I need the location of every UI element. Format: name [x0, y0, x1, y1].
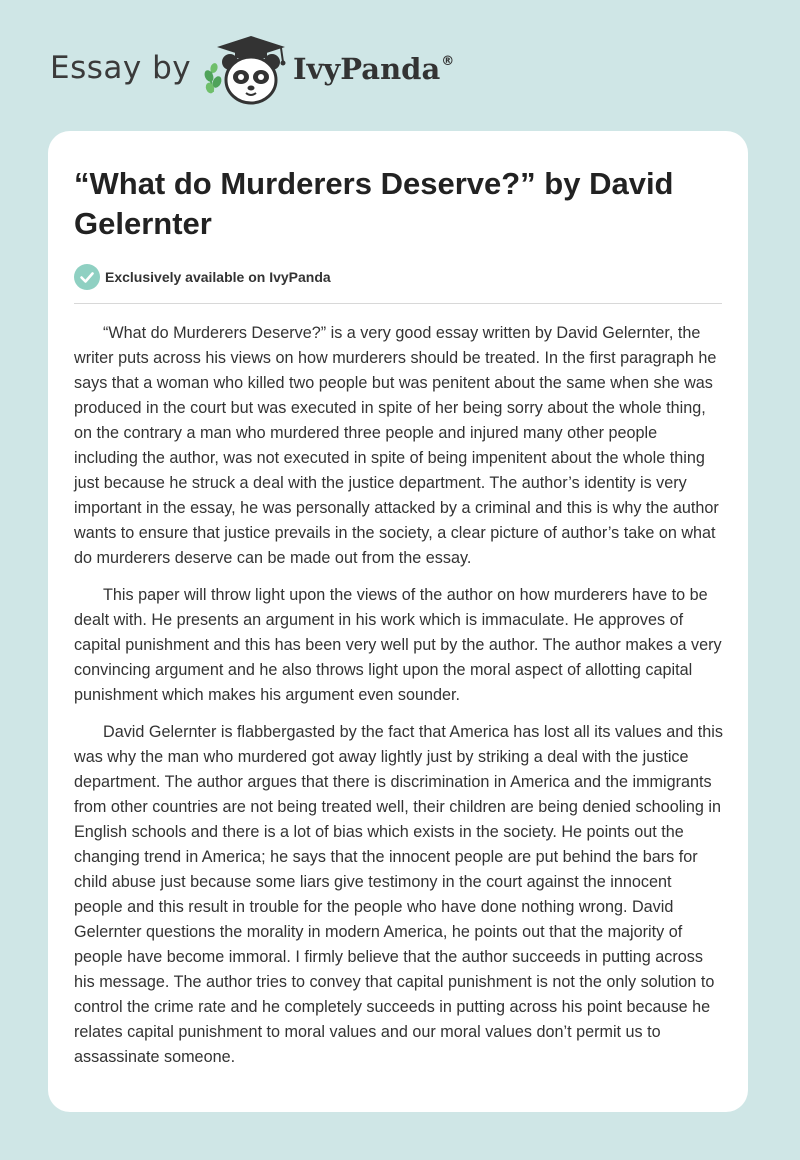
- essay-paragraph: This paper will throw light upon the views of the author on how murderers have to be dealt with. He presents an argument in his work which is immaculate. He approves of capital punishment and this has been very well put by the author. The author makes a very convincing argument and he also throws light upon the moral aspect of allotting capital punishment which makes his argument even sounder.: [74, 586, 722, 704]
- divider: [74, 303, 722, 304]
- registered-mark: ®: [441, 54, 455, 69]
- essay-title: “What do Murderers Deserve?” by David Gelernter: [74, 166, 674, 241]
- essay-body: [74, 321, 724, 1082]
- exclusive-badge: [74, 264, 331, 290]
- brand-name: IvyPanda®: [293, 52, 455, 86]
- brand-prefix: Essay by: [50, 50, 192, 86]
- brand-header[interactable]: [50, 30, 510, 110]
- essay-paragraph: “What do Murderers Deserve?” is a very good essay written by David Gelernter, the writer puts across his views on how murderers should be treated. In the first paragraph he says that a woman who killed two people but was penitent about the same when she was produced in the court but was executed in spite of her being sorry about the whole thing, on the contrary a man who murdered three people and injured many other people including the author, was not executed in spite of being impenitent about the whole thing just because he struck a deal with the justice department. The author’s identity is very important in the essay, he was personally attacked by a criminal and this is why the author wants to ensure that justice prevails in the society, a clear picture of author’s take on what do murderers deserve can be made out from the essay.: [74, 324, 719, 567]
- checkmark-circle-icon: [74, 264, 100, 290]
- essay-paragraph: David Gelernter is flabbergasted by the fact that America has lost all its values and this was why the man who murdered got away lightly just by striking a deal with the justice department. The author argues that there is discrimination in America and the immigrants from other countries are not being treated well, their children are being denied schooling in English schools and there is a lot of bias which exists in the society. He points out the changing trend in America; he says that the innocent people are put behind the bars for child abuse just because some liars give testimony in the court against the innocent people and this result in trouble for the people who have done nothing wrong. David Gelernter questions the morality in modern America, he points out that the majority of people have become immoral. I firmly believe that the author succeeds in putting across his message. The author tries to convey that capital punishment is not the only solution to control the crime rate and he completely succeeds in putting across his point because he relates capital punishment to moral values and our moral values don’t permit us to assassinate someone.: [74, 723, 723, 1066]
- exclusive-badge-label: Exclusively available on IvyPanda: [105, 269, 331, 285]
- essay-card: [48, 131, 748, 1112]
- panda-graduate-icon: [203, 30, 293, 110]
